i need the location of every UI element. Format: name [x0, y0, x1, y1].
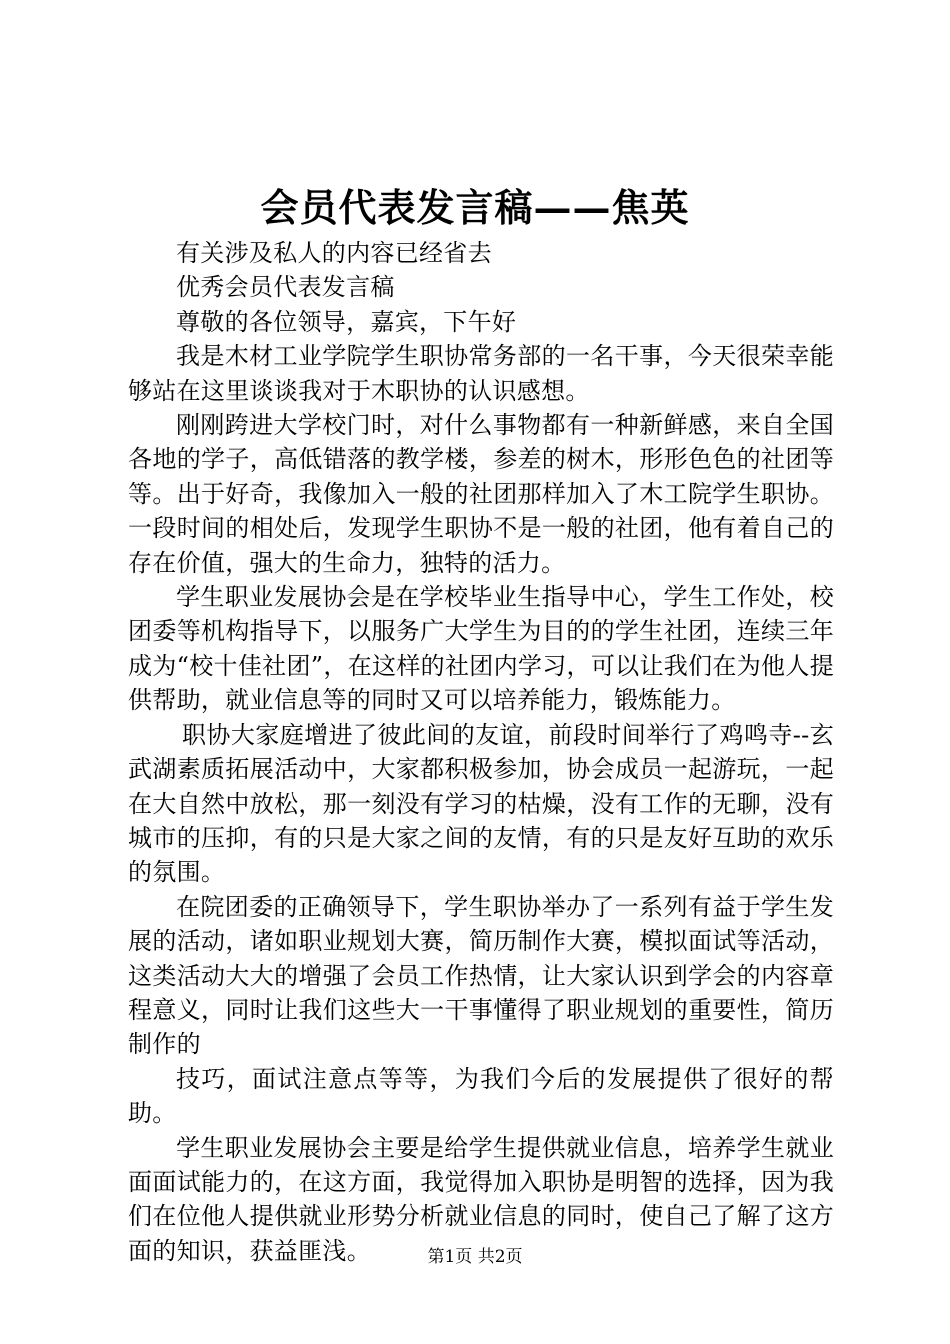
paragraph-activities-continued: 技巧，面试注意点等等，为我们今后的发展提供了很好的帮助。: [128, 1064, 834, 1128]
paragraph-association-description: 学生职业发展协会是在学校毕业生指导中心，学生工作处，校团委等机构指导下，以服务广大学生为目的的学生社团，连续三年成为“校十佳社团”，在这样的社团内学习，可以让我们在为他人提供帮助，就业信息等的同时又可以培养能力，锻炼能力。: [128, 583, 834, 715]
document-title: 会员代表发言稿——焦英: [260, 185, 690, 230]
paragraph-note: 有关涉及私人的内容已经省去: [176, 239, 492, 267]
paragraph-friendship: 职协大家庭增进了彼此间的友谊，前段时间举行了鸡鸣寺--玄武湖素质拓展活动中，大家都积极参加，协会成员一起游玩，一起在大自然中放松，那一刻没有学习的枯燥，没有工作的无聊，没有城市的压抑，有的只是大家之间的友情，有的只是友好互助的欢乐的氛围。: [128, 720, 834, 887]
paragraph-greeting: 尊敬的各位领导，嘉宾，下午好: [176, 307, 517, 336]
paragraph-first-impression: 刚刚跨进大学校门时，对什么事物都有一种新鲜感，来自全国各地的学子，高低错落的教学楼，参差的树木，形形色色的社团等等。出于好奇，我像加入一般的社团那样加入了木工院学生职协。一段时间的相处后，发现学生职协不是一般的社团，他有着自己的存在价值，强大的生命力，独特的活力。: [128, 411, 834, 577]
paragraph-subtitle: 优秀会员代表发言稿: [176, 273, 395, 302]
paragraph-intro: 我是木材工业学院学生职协常务部的一名干事，今天很荣幸能够站在这里谈谈我对于木职协的认识感想。: [128, 342, 834, 405]
document-body: [128, 236, 834, 1268]
paragraph-benefits: 学生职业发展协会主要是给学生提供就业信息，培养学生就业面面试能力的，在这方面，我觉得加入职协是明智的选择，因为我们在位他人提供就业形势分析就业信息的同时，使自己了解了这方面的知识，获益匪浅。: [128, 1133, 834, 1265]
paragraph-activities: 在院团委的正确领导下，学生职协举办了一系列有益于学生发展的活动，诸如职业规划大赛，简历制作大赛，模拟面试等活动，这类活动大大的增强了会员工作热情，让大家认识到学会的内容章程意义，同时让我们这些大一干事懂得了职业规划的重要性，简历制作的: [128, 892, 834, 1059]
page-indicator: 第1页 共2页: [427, 1247, 523, 1267]
